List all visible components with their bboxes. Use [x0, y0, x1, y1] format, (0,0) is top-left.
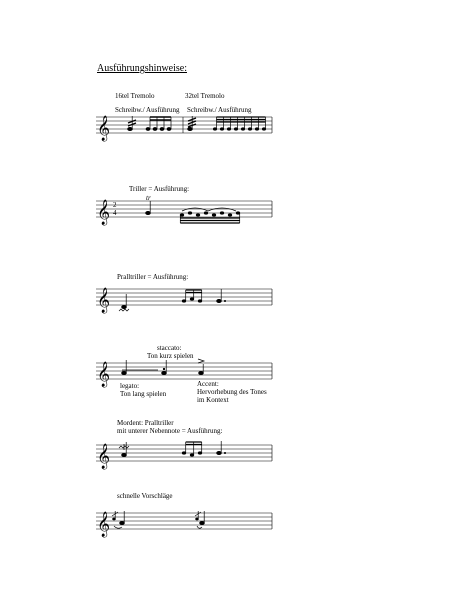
- treble-clef-icon: 𝄞: [97, 362, 111, 387]
- grace-notes-label: schnelle Vorschläge: [117, 492, 173, 500]
- staccato-description: Ton kurz spielen: [147, 352, 194, 360]
- tremolo-32-label: 32tel Tremolo: [185, 92, 225, 100]
- staccato-label: staccato:: [157, 344, 182, 352]
- tremolo-16-sub: Schreibw./ Ausführung: [115, 106, 180, 114]
- page-title: Ausführungshinweise:: [97, 63, 187, 74]
- time-sig-numerator: 2: [113, 201, 117, 209]
- mordent-label-line1: Mordent: Pralltriller: [117, 419, 174, 427]
- time-sig-denominator: 4: [113, 209, 117, 217]
- grace-notes: [112, 511, 204, 528]
- accent-label: Accent:: [197, 380, 219, 388]
- treble-clef-icon: 𝄞: [97, 288, 111, 313]
- legato-label: legato:: [120, 382, 140, 390]
- treble-clef-icon: 𝄞: [97, 512, 111, 537]
- treble-clef-icon: 𝄞: [97, 116, 111, 141]
- tremolo-32-sub: Schreibw./ Ausführung: [187, 106, 252, 114]
- trill-mark: tr: [146, 194, 151, 202]
- treble-clef-icon: 𝄞: [97, 200, 111, 225]
- accent-description-1: Hervorhebung des Tones: [197, 388, 267, 396]
- trill-notes: [113, 194, 240, 223]
- pralltriller-notes: [119, 289, 226, 311]
- trill-label: Triller = Ausführung:: [129, 185, 190, 193]
- treble-clef-icon: 𝄞: [97, 444, 111, 469]
- tremolo-16-label: 16tel Tremolo: [115, 92, 155, 100]
- staff-4: [96, 363, 272, 379]
- tremolo-notes: [128, 116, 266, 131]
- accent-description-2: im Kontext: [197, 396, 229, 404]
- pralltriller-label: Pralltriller = Ausführung:: [117, 273, 189, 281]
- legato-description: Ton lang spielen: [120, 390, 167, 398]
- mordent-label-line2: mit unterer Nebennote = Ausführung:: [117, 427, 223, 435]
